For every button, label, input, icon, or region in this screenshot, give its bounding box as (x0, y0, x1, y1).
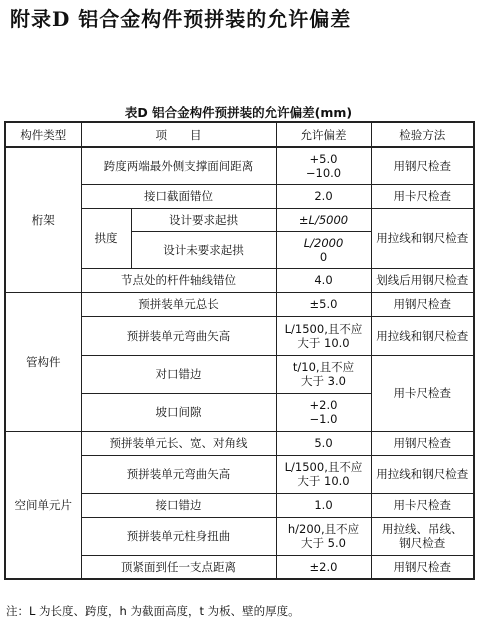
header-item: 项 目 (81, 122, 276, 147)
tolerance-cell: 5.0 (276, 431, 371, 455)
item-cell: 坡口间隙 (81, 393, 276, 431)
table-header-row (5, 122, 474, 147)
method-cell: 用钢尺检查 (371, 431, 474, 455)
group-tube: 管构件 (5, 292, 81, 431)
group-space: 空间单元片 (5, 431, 81, 579)
method-cell: 用拉线和钢尺检查 (371, 316, 474, 355)
item-cell: 预拼装单元长、宽、对角线 (81, 431, 276, 455)
tolerance-cell: ±5.0 (276, 292, 371, 316)
item-cell: 预拼装单元柱身扭曲 (81, 517, 276, 555)
item-cell: 接口截面错位 (81, 184, 276, 208)
table-caption: 表D 铝合金构件预拼装的允许偏差(mm) (124, 105, 353, 120)
header-method: 检验方法 (371, 122, 474, 147)
method-cell: 用卡尺检查 (371, 184, 474, 208)
method-cell: 用拉线和钢尺检查 (371, 208, 474, 268)
table-row (5, 147, 474, 184)
method-cell: 用钢尺检查 (371, 555, 474, 579)
method-cell: 用拉线、吊线、 钢尺检查 (371, 517, 474, 555)
table-row (5, 431, 474, 455)
tolerance-cell: L/1500,且不应 大于 10.0 (276, 455, 371, 493)
item-cell: 顶紧面到任一支点距离 (81, 555, 276, 579)
item-cell: 设计要求起拱 (131, 208, 276, 231)
tolerance-cell: 1.0 (276, 493, 371, 517)
method-cell: 划线后用钢尺检查 (371, 268, 474, 292)
tolerance-cell: ±L/5000 (276, 208, 371, 231)
header-tolerance: 允许偏差 (276, 122, 371, 147)
tolerance-cell: h/200,且不应 大于 5.0 (276, 517, 371, 555)
item-cell: 预拼装单元弯曲矢高 (81, 455, 276, 493)
method-cell: 用拉线和钢尺检查 (371, 455, 474, 493)
tolerance-cell: +5.0 −10.0 (276, 147, 371, 184)
tolerance-cell: L/1500,且不应 大于 10.0 (276, 316, 371, 355)
appendix-title: 附录D 铝合金构件预拼装的允许偏差 (10, 7, 352, 31)
item-cell: 节点处的杆件轴线错位 (81, 268, 276, 292)
table-footnote: 注：L 为长度、跨度，h 为截面高度，t 为板、壁的厚度。 (6, 604, 300, 618)
method-cell: 用钢尺检查 (371, 292, 474, 316)
tolerance-cell: L/2000 0 (276, 231, 371, 268)
method-cell: 用卡尺检查 (371, 355, 474, 431)
header-type: 构件类型 (5, 122, 81, 147)
tolerance-cell: ±2.0 (276, 555, 371, 579)
tolerance-cell: +2.0 −1.0 (276, 393, 371, 431)
item-cell: 设计未要求起拱 (131, 231, 276, 268)
item-cell: 对口错边 (81, 355, 276, 393)
tolerance-cell: 4.0 (276, 268, 371, 292)
tolerance-cell: t/10,且不应 大于 3.0 (276, 355, 371, 393)
item-cell: 接口错边 (81, 493, 276, 517)
item-cell: 跨度两端最外侧支撑面间距离 (81, 147, 276, 184)
tolerance-table (4, 121, 475, 580)
item-cell: 预拼装单元弯曲矢高 (81, 316, 276, 355)
camber-label: 拱度 (81, 208, 131, 268)
method-cell: 用卡尺检查 (371, 493, 474, 517)
method-cell: 用钢尺检查 (371, 147, 474, 184)
group-truss: 桁架 (5, 147, 81, 292)
tolerance-cell: 2.0 (276, 184, 371, 208)
item-cell: 预拼装单元总长 (81, 292, 276, 316)
table-row (5, 292, 474, 316)
